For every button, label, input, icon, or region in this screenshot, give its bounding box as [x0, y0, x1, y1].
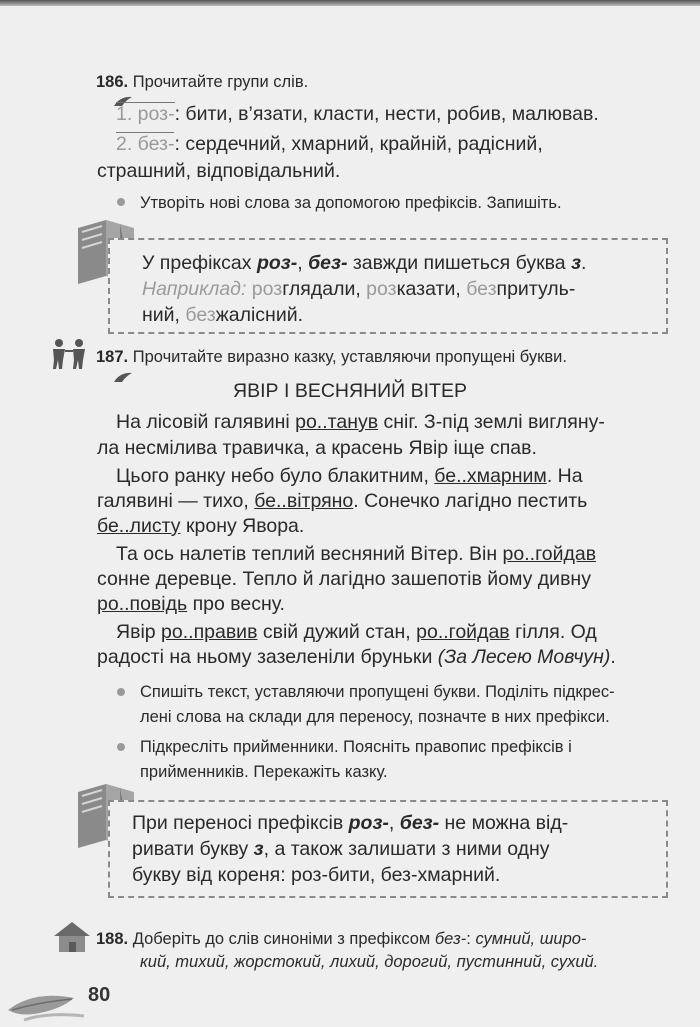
story-p1-line2: ла несмілива травичка, а красень Явір іще спав.: [97, 437, 537, 459]
word-list: : сердечний, хмарний, крайній, радісний,: [174, 133, 543, 155]
underlined-word: бе..вітряно: [254, 490, 354, 512]
prefix-bez: без-: [434, 930, 467, 948]
letter-z: з: [253, 838, 264, 860]
pair-reading-icon: [46, 338, 92, 370]
task-1-line1: Спишіть текст, уставляючи пропущені букви. Поділіть підкрес-: [140, 683, 615, 701]
example-label: Наприклад:: [142, 278, 252, 300]
underlined-word: ро..правив: [161, 621, 258, 643]
prefix-roz: 1. роз-: [116, 103, 175, 125]
prefix-bez: 2. без-: [116, 133, 175, 155]
task-2-line2: прийменників. Перекажіть казку.: [140, 763, 388, 781]
exercise-instruction: Прочитайте групи слів.: [132, 73, 309, 91]
house-icon: [50, 920, 94, 954]
bullet-icon: [117, 743, 125, 751]
story-p2-line2: галявині — тихо, бе..вітряно. Сонечко лагідно пестить: [97, 490, 588, 512]
bullet-icon: [117, 688, 125, 696]
task-2-line1: Підкресліть прийменники. Поясніть правопис префіксів і: [140, 738, 572, 756]
rule-1-line2: Наприклад: розглядали, розказати, безпритуль-: [142, 278, 576, 300]
prefix-roz: роз-: [256, 252, 298, 274]
exercise-186-line1: [116, 101, 599, 127]
prefix-bez: без-: [308, 252, 348, 274]
story-p4-line2: радості на ньому зазеленіли бруньки (За Лесею Мовчун).: [97, 646, 616, 668]
page-number: 80: [88, 984, 111, 1006]
word-list: : бити, в’язати, класти, нести, робив, малював.: [174, 103, 599, 125]
exercise-instruction: Прочитайте виразно казку, уставляючи пропущені букви.: [132, 348, 567, 366]
leaf-decoration-icon: [4, 980, 94, 1024]
underlined-word: ро..гойдав: [502, 543, 597, 565]
underlined-word: ро..танув: [295, 411, 379, 433]
story-title: ЯВІР І ВЕСНЯНИЙ ВІТЕР: [233, 380, 467, 402]
story-p3-line3: ро..повідь про весну.: [97, 593, 285, 615]
exercise-186-task: Утворіть нові слова за допомогою префіксів. Запишіть.: [140, 194, 562, 212]
rule-1-line3: ний, безжалісний.: [142, 304, 304, 326]
rule-2-line2: ривати букву з, а також залишати з ними одну: [132, 838, 550, 860]
rule-2-line1: При переносі префіксів роз-, без- не можна від-: [132, 812, 569, 834]
underlined-word: бе..хмарним: [434, 465, 547, 487]
story-p3-line2: сонне деревце. Тепло й лагідно зашепотів йому дивну: [97, 568, 591, 590]
story-p2-line3: бе..листу крону Явора.: [97, 515, 305, 537]
underlined-word: бе..листу: [97, 515, 181, 537]
letter-z: з: [571, 252, 582, 274]
story-p1-line1: На лісовій галявині ро..танув сніг. З-під землі вигляну-: [116, 411, 605, 433]
exercise-188-line1: 188. Доберіть до слів синоніми з префіксом без-: сумний, широ-: [96, 930, 587, 948]
story-p3-line1: Та ось налетів теплий весняний Вітер. Він ро..гойдав: [116, 543, 597, 565]
exercise-186-heading: [96, 70, 308, 95]
exercise-186-line2: [116, 131, 543, 157]
underlined-word: ро..повідь: [97, 593, 188, 615]
rule-1-line1: У префіксах роз-, без- завжди пишеться буква з.: [142, 252, 587, 274]
rule-2-line3: букву від кореня: роз-бити, без-хмарний.: [132, 864, 501, 886]
exercise-number: 188.: [96, 930, 129, 948]
task-1-line2: лені слова на склади для переносу, позначте в них префікси.: [140, 708, 610, 726]
prefix-roz: роз-: [348, 812, 389, 834]
underlined-word: ро..гойдав: [416, 621, 510, 643]
prefix-bez: без-: [399, 812, 440, 834]
exercise-number: 186.: [96, 73, 129, 91]
bullet-icon: [117, 198, 125, 206]
page-top-edge: [0, 0, 700, 6]
source-attribution: (За Лесею Мовчун): [437, 646, 611, 668]
exercise-number: 187.: [96, 348, 129, 366]
exercise-188-line2: кий, тихий, жорстокий, лихий, дорогий, пустинний, сухий.: [140, 953, 599, 971]
exercise-186-line3: страшний, відповідальний.: [97, 160, 341, 182]
story-p2-line1: Цього ранку небо було блакитним, бе..хмарним. На: [116, 465, 583, 487]
exercise-187-heading: [96, 345, 567, 370]
story-p4-line1: Явір ро..правив свій дужий стан, ро..гойдав гілля. Од: [116, 621, 597, 643]
